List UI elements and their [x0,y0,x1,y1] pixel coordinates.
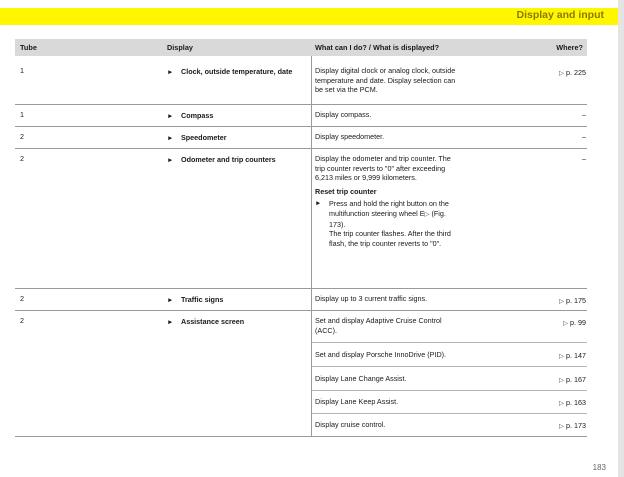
cell-where: – [582,154,586,163]
page-reference-icon: ▷ [559,70,565,77]
cell-where[interactable] [500,398,586,409]
step-arrow-icon: ► [315,200,322,208]
cell-tube: 1 [20,110,24,119]
reset-trip-heading: Reset trip counter [315,186,377,196]
button-ref: E [419,208,425,218]
cell-tube: 2 [20,294,24,303]
cell-display [167,67,292,78]
row-divider [15,148,587,149]
page-reference-icon: ▷ [559,298,565,305]
cell-description: Display digital clock or analog clock, outside temperature and date. Display selection can be set via the PCM. [315,66,456,95]
instruction-step [315,199,455,248]
table-header-row [15,39,587,56]
display-label: Clock, outside temperature, date [181,67,293,76]
cell-where[interactable] [500,375,586,386]
page-reference: p. 147 [566,351,586,360]
page-number: 183 [592,463,606,472]
cell-display [167,133,227,144]
page-reference: p. 99 [570,318,586,327]
cell-description: Set and display Adaptive Cruise Control (ACC). [315,316,442,335]
page-reference: p. 167 [566,375,586,384]
cell-where: – [582,132,586,141]
cell-where: – [582,110,586,119]
cell-description: Display speedometer. [315,132,385,141]
row-divider [15,126,587,127]
column-header-display: Display [167,43,193,52]
step-text: Press and hold the right button on the multifunction steering wheel [329,199,449,218]
display-label: Odometer and trip counters [181,155,276,164]
row-divider [15,104,587,105]
bullet-arrow-icon: ► [167,69,174,76]
display-label: Speedometer [181,133,227,142]
bullet-arrow-icon: ► [167,157,174,164]
bullet-arrow-icon: ► [167,297,174,304]
sub-row-divider [311,342,587,343]
display-label: Compass [181,111,214,120]
column-header-where: Where? [556,43,583,52]
step-result: The trip counter flashes. After the third flash, the trip counter reverts to "0". [329,229,451,248]
sub-row-divider [311,390,587,391]
cell-description: Display up to 3 current traffic signs. [315,294,428,303]
column-header-what: What can I do? / What is displayed? [315,43,440,52]
cell-tube: 1 [20,66,24,75]
cell-where[interactable] [500,296,586,307]
cell-display [167,111,213,122]
cell-tube: 2 [20,154,24,163]
sub-row-divider [311,366,587,367]
cell-display [167,295,223,306]
display-label: Traffic signs [181,295,224,304]
cell-description: Display Lane Keep Assist. [315,397,399,406]
page-reference-icon: ▷ [559,423,565,430]
reference-arrow-icon: ▷ [424,210,430,218]
cell-where[interactable] [500,68,586,79]
page-reference-icon: ▷ [559,353,565,360]
page-reference: p. 225 [566,68,586,77]
cell-description [315,154,455,248]
figure-reference[interactable]: (Fig. 173). [329,208,446,229]
page-reference: p. 175 [566,296,586,305]
cell-description: Display cruise control. [315,420,386,429]
cell-where[interactable] [500,318,586,329]
section-title: Display and input [516,9,604,21]
cell-where[interactable] [500,351,586,362]
cell-description: Display Lane Change Assist. [315,374,407,383]
cell-display [167,155,276,166]
cell-tube: 2 [20,316,24,325]
display-label: Assistance screen [181,317,245,326]
column-header-tube: Tube [20,43,37,52]
table-bottom-rule [15,436,587,437]
header-bar [0,8,618,25]
cell-description: Display compass. [315,110,372,119]
cell-description: Set and display Porsche InnoDrive (PID). [315,350,447,359]
page-reference-icon: ▷ [559,400,565,407]
page-reference-icon: ▷ [563,320,568,327]
sub-row-divider [311,413,587,414]
bullet-arrow-icon: ► [167,113,174,120]
cell-display [167,317,244,328]
description-text: Display the odometer and trip counter. The trip counter reverts to "0" after exceeding 6,213 miles or 9,999 kilometers. [315,154,451,183]
bullet-arrow-icon: ► [167,135,174,142]
row-divider [15,288,587,289]
page-reference: p. 163 [566,398,586,407]
page-reference: p. 173 [566,421,586,430]
cell-tube: 2 [20,132,24,141]
page-reference-icon: ▷ [559,377,565,384]
page-edge [618,0,624,477]
cell-where[interactable] [500,421,586,432]
bullet-arrow-icon: ► [167,319,174,326]
row-divider [15,310,587,311]
column-divider [311,56,312,436]
